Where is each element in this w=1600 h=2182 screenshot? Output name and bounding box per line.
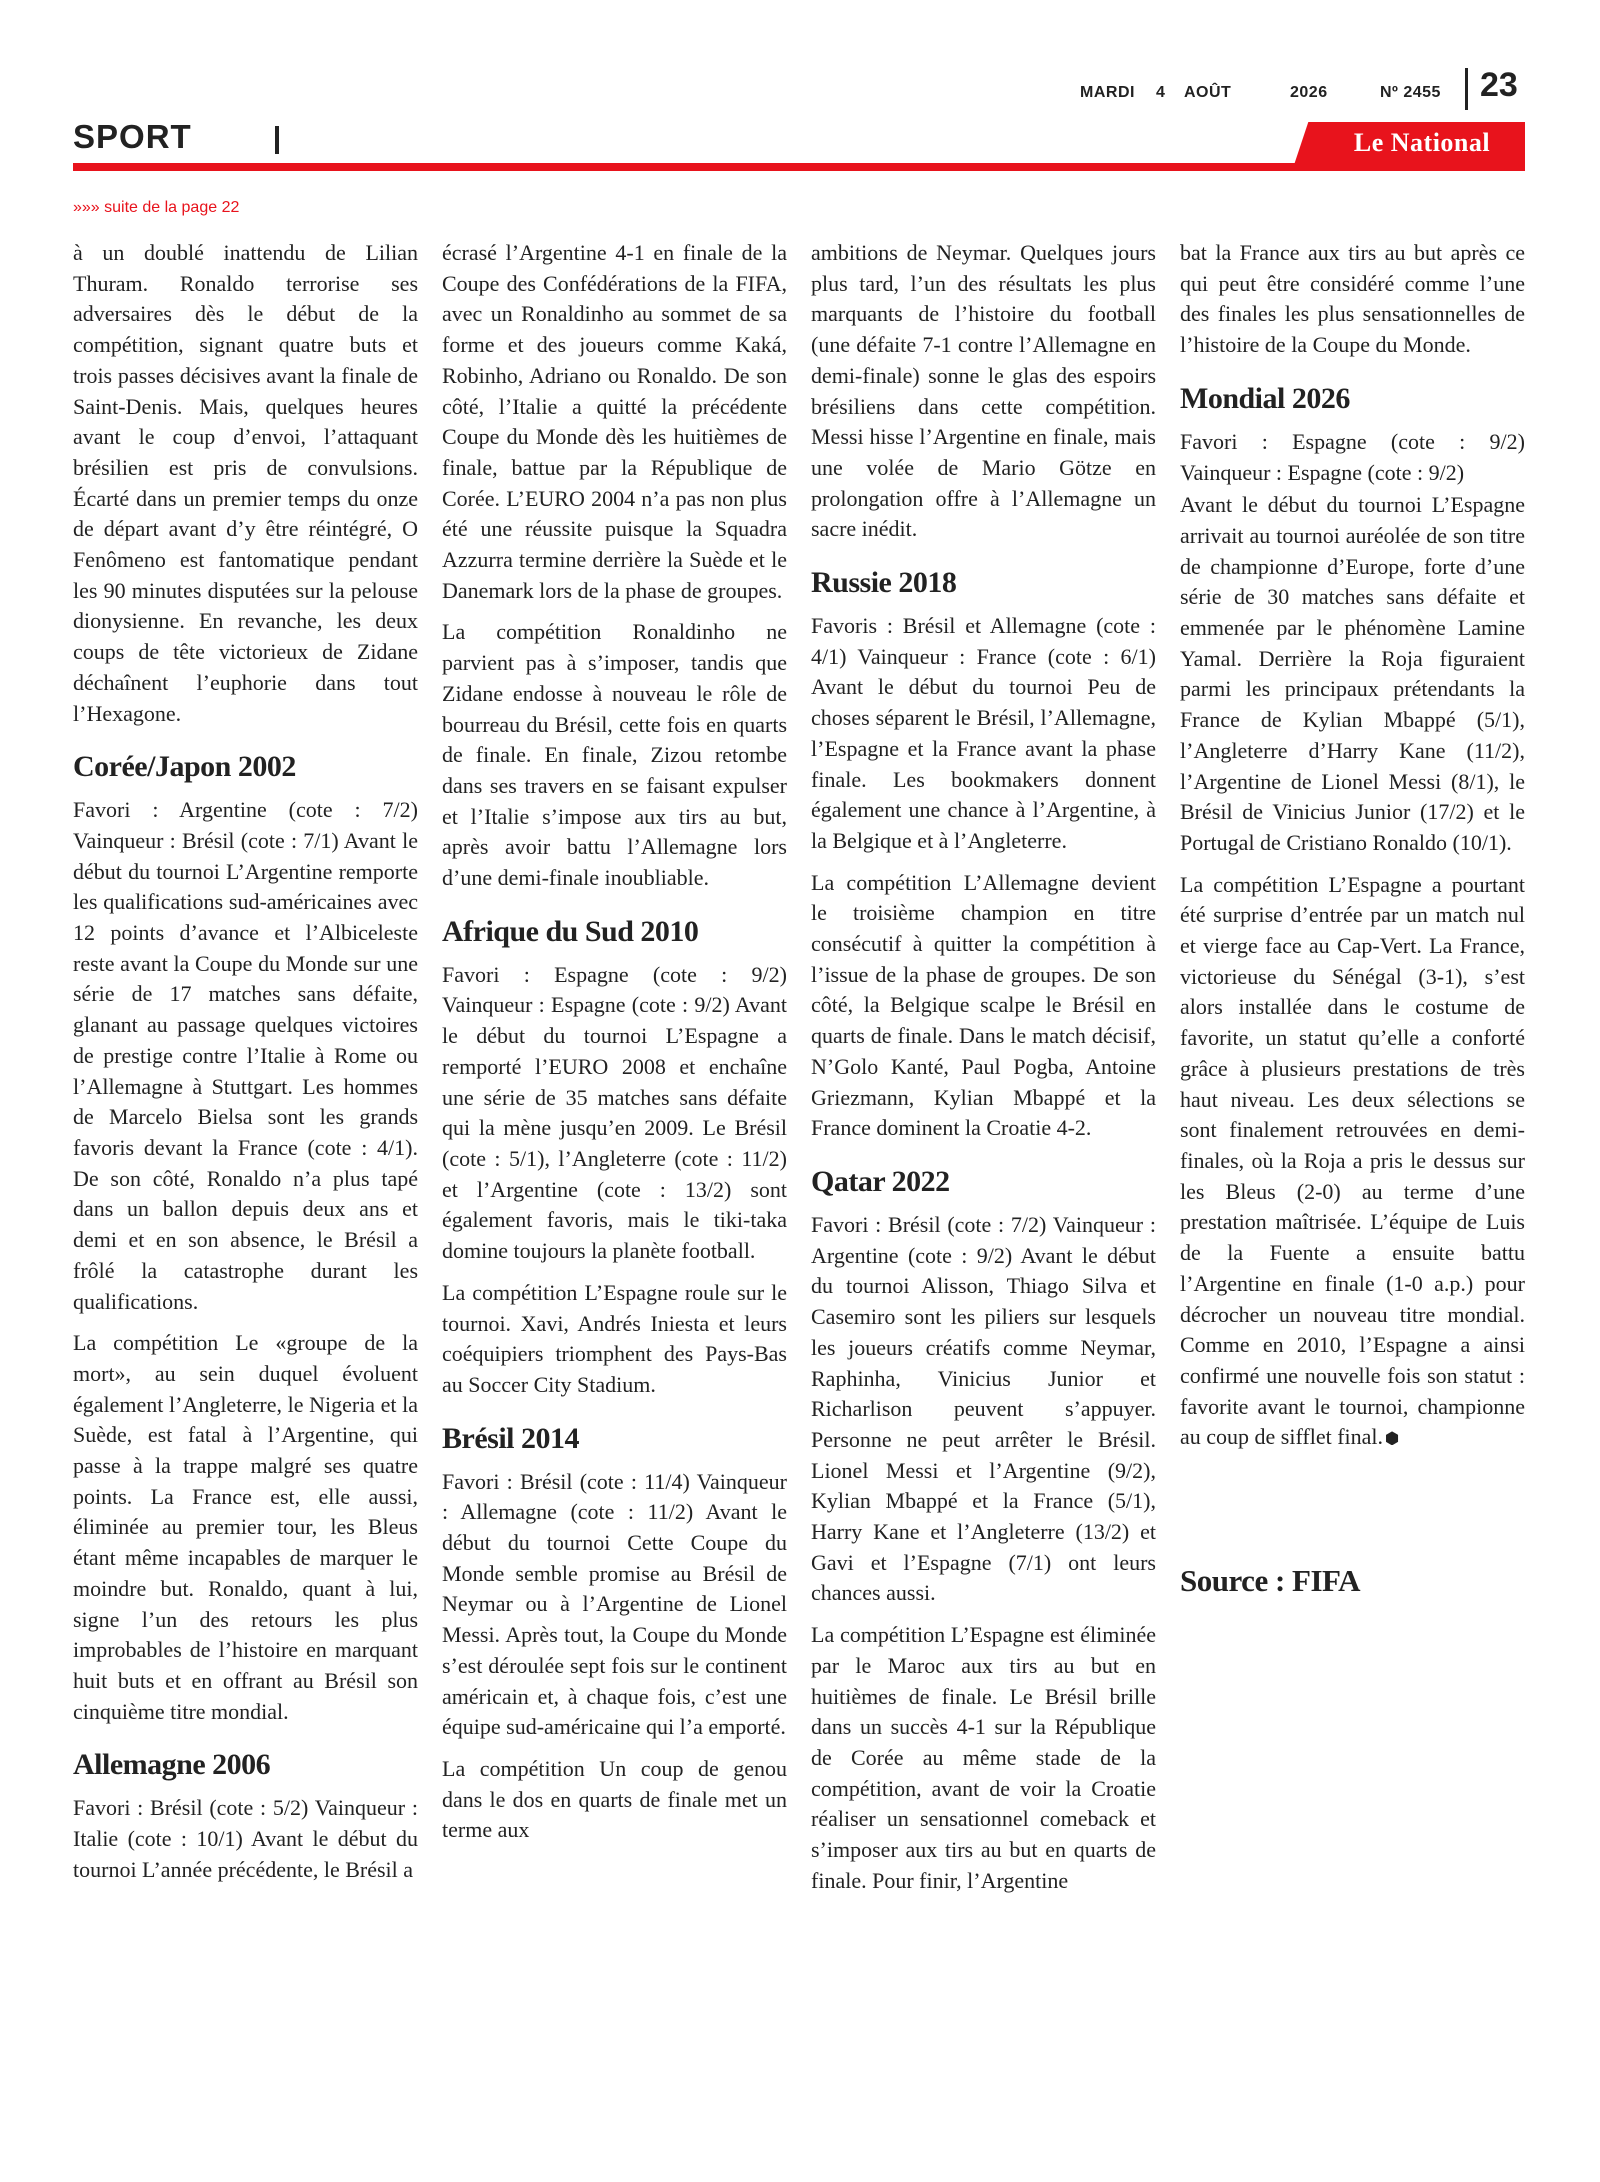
heading-qatar-2022: Qatar 2022 [811,1164,950,1198]
paragraph: Avant le début du tournoi L’Espagne arrivait au tournoi auréolée de son titre de championne d’Europe, forte d’une série de 30 matches sans défaite et emmenée par le phénomène Lamine Yamal. Derrière la Roja figuraient parmi les principaux prétendants la France de Kylian Mbappé (5/1), l’Angleterre d’Harry Kane (11/2), l’Argentine de Lionel Messi (8/1), le Brésil de Vinicius Junior (17/2) et le Portugal de Cristiano Ronaldo (10/1). [1180,492,1525,855]
heading-coree-japon-2002: Corée/Japon 2002 [73,750,296,784]
article-column-2 [442,238,787,1857]
paragraph: ambitions de Neymar. Quelques jours plus tard, l’un des résultats les plus marquants de l’histoire du football (une défaite 7-1 contre l’Allemagne en demi-finale) sonne le glas des espoirs brésiliens dans cette compétition. Messi hisse l’Argentine en finale, mais une volée de Mario Götze en prolongation offre à l’Allemagne un sacre inédit. [811,240,1156,542]
paragraph: Favori : Brésil (cote : 5/2) Vainqueur : Italie (cote : 10/1) Avant le début du tournoi L’année précédente, le Brésil a [73,1795,418,1882]
paragraph: Favori : Espagne (cote : 9/2) Vainqueur : Espagne (cote : 9/2) [1180,428,1525,485]
page-number-divider [1465,68,1468,110]
source-credit: Source : FIFA [1180,1563,1361,1599]
paragraph: Favori : Brésil (cote : 11/4) Vainqueur : Allemagne (cote : 11/2) Avant le début du tournoi Cette Coupe du Monde semble promise au Brésil de Neymar ou à l’Argentine de Lionel Messi. Après tout, la Coupe du Monde s’est déroulée sept fois sur le continent américain et, à chaque fois, c’est une équipe sud-américaine qui l’a emporté. [442,1468,787,1740]
continuation-note: »»» suite de la page 22 [73,199,240,216]
heading-afrique-du-sud-2010: Afrique du Sud 2010 [442,914,699,948]
page-number: 23 [1480,66,1518,104]
paragraph: Favori : Brésil (cote : 7/2) Vainqueur : Argentine (cote : 9/2) Avant le début du tournoi Alisson, Thiago Silva et Casemiro sont les piliers sur lesquels les joueurs créatifs comme Neymar, Raphinha, Vinicius Junior et Richarlison peuvent s’appuyer. Personne ne peut arrêter le Brésil. Lionel Messi et l’Argentine (9/2), Kylian Mbappé et la France (5/1), Harry Kane et l’Angleterre (13/2) et Gavi et l’Espagne (7/1) ont leurs chances aussi. [811,1211,1156,1606]
paragraph: La compétition Ronaldinho ne parvient pas à s’imposer, tandis que Zidane endosse à nouveau le rôle de bourreau du Brésil, cette fois en quarts de finale. En finale, Zizou retombe dans ses travers en se faisant expulser et l’Italie s’impose aux tirs au but, après avoir battu l’Allemagne lors d’une demi-finale inoubliable. [442,619,787,891]
end-of-article-icon [1385,1431,1399,1445]
paragraph: La compétition Le «groupe de la mort», au sein duquel évoluent également l’Angleterre, le Nigeria et la Suède, est fatal à l’Argentine, qui passe à la trappe malgré ses quatre points. La France est, elle aussi, éliminée au premier tour, les Bleus étant même incapables de marquer le moindre but. Ronaldo, quant à lui, signe l’un des retours les plus improbables de l’histoire en marquant huit buts et en offrant au Brésil son cinquième titre mondial. [73,1330,418,1724]
header-month: AOÛT [1184,84,1232,101]
paragraph: Favoris : Brésil et Allemagne (cote : 4/1) Vainqueur : France (cote : 6/1) Avant le début du tournoi Peu de choses séparent le Brésil, l’Allemagne, l’Espagne et la France avant la phase finale. Les bookmakers donnent également une chance à l’Argentine, à la Belgique et à l’Angleterre. [811,613,1156,853]
heading-bresil-2014: Brésil 2014 [442,1421,579,1455]
issue-number: Nº 2455 [1380,84,1441,101]
header-rule [73,163,1525,171]
article-column-1 [73,238,418,1896]
paragraph: La compétition Un coup de genou dans le dos en quarts de finale met un terme aux [442,1755,787,1843]
paragraph: La compétition L’Espagne est éliminée par le Maroc aux tirs au but en huitièmes de finale. Le Brésil brille dans un succès 4-1 sur la République de Corée au même stade de la compétition, avant de voir la Croatie réaliser un sensationnel comeback et s’imposer aux tirs au but en quarts de finale. Pour finir, l’Argentine [811,1622,1156,1893]
section-title: SPORT [73,118,192,155]
heading-russie-2018: Russie 2018 [811,566,957,600]
paragraph: bat la France aux tirs au but après ce qui peut être considéré comme l’une des finales les plus sensationnelles de l’histoire de la Coupe du Monde. [1180,240,1525,358]
paragraph: Favori : Espagne (cote : 9/2) Vainqueur : Espagne (cote : 9/2) Avant le début du tournoi L’Espagne a remporté l’EURO 2008 et enchaîne une série de 35 matches sans défaite qui la mène jusqu’en 2009. Le Brésil (cote : 5/1), l’Angleterre (cote : 11/2) et l’Argentine (cote : 13/2) sont également favoris, mais le tiki-taka domine toujours la planète football. [442,961,787,1264]
article-column-3 [811,238,1156,1907]
paragraph: La compétition L’Espagne roule sur le tournoi. Xavi, Andrés Iniesta et leurs coéquipiers triomphent des Pays-Bas au Soccer City Stadium. [442,1279,787,1397]
brand-logo: Le National [1353,128,1491,157]
header-date-num: 4 [1156,84,1166,101]
header-year: 2026 [1290,84,1328,101]
header-day: MARDI [1080,84,1135,101]
paragraph-final [1180,870,1525,1453]
paragraph: La compétition L’Allemagne devient le troisième champion en titre consécutif à quitter la compétition à l’issue de la phase de groupes. De son côté, la Belgique scalpe le Brésil en quarts de finale. Dans le match décisif, N’Golo Kanté, Paul Pogba, Antoine Griezmann, Kylian Mbappé et la France dominent la Croatie 4-2. [811,869,1156,1141]
heading-mondial-2026: Mondial 2026 [1180,381,1350,415]
heading-allemagne-2006: Allemagne 2006 [73,1748,271,1782]
section-divider [275,126,279,154]
paragraph-text: La compétition L’Espagne a pourtant été surprise d’entrée par un match nul et vierge face au Cap-Vert. La France, victorieuse du Sénégal (3-1), s’est alors installée dans le costume de favorite, un statut qu’elle a conforté grâce à plusieurs prestations de très haut niveau. Les deux sélections se sont finalement retrouvées en demi-finales, où la Roja a pris le dessus sur les Bleus (2-0) au terme d’une prestation maîtrisée. L’équipe de Luis de la Fuente a ensuite battu l’Argentine en finale (1-0 a.p.) pour décrocher un nouveau titre mondial. Comme en 2010, l’Espagne a ainsi confirmé une nouvelle fois son statut : favorite avant le tournoi, championne au coup de sifflet final. [1180,871,1525,1450]
paragraph: écrasé l’Argentine 4-1 en finale de la Coupe des Confédérations de la FIFA, avec un Ronaldinho au sommet de sa forme et des joueurs comme Kaká, Robinho, Adriano ou Ronaldo. De son côté, l’Italie a quitté la précédente Coupe du Monde dès les huitièmes de finale, battue par la République de Corée. L’EURO 2004 n’a pas non plus été une réussite puisque la Squadra Azzurra termine derrière la Suède et le Danemark lors de la phase de groupes. [442,240,787,603]
paragraph: à un doublé inattendu de Lilian Thuram. Ronaldo terrorise ses adversaires dès le début de la compétition, signant quatre buts et trois passes décisives avant la finale de Saint-Denis. Mais, quelques heures avant le coup d’envoi, l’attaquant brésilien est pris de convulsions. Écarté dans un premier temps du onze de départ avant d’y être réintégré, O Fenômeno est fantomatique pendant les 90 minutes disputées sur la pelouse dionysienne. En revanche, les deux coups de tête victorieux de Zidane déchaînent l’euphorie dans tout l’Hexagone. [73,240,418,726]
article-column-4 [1180,238,1525,1609]
paragraph: Favori : Argentine (cote : 7/2) Vainqueur : Brésil (cote : 7/1) Avant le début du tournoi L’Argentine remporte les qualifications sud-américaines avec 12 points d’avance et l’Albiceleste reste avant la Coupe du Monde sur une série de 17 matches sans défaite, glanant au passage quelques victoires de prestige contre l’Italie à Rome ou l’Allemagne à Stuttgart. Les hommes de Marcelo Bielsa sont les grands favoris devant la France (cote : 4/1). De son côté, Ronaldo n’a plus tapé dans un ballon depuis deux ans et demi et en son absence, le Brésil a frôlé la catastrophe durant les qualifications. [73,797,418,1314]
